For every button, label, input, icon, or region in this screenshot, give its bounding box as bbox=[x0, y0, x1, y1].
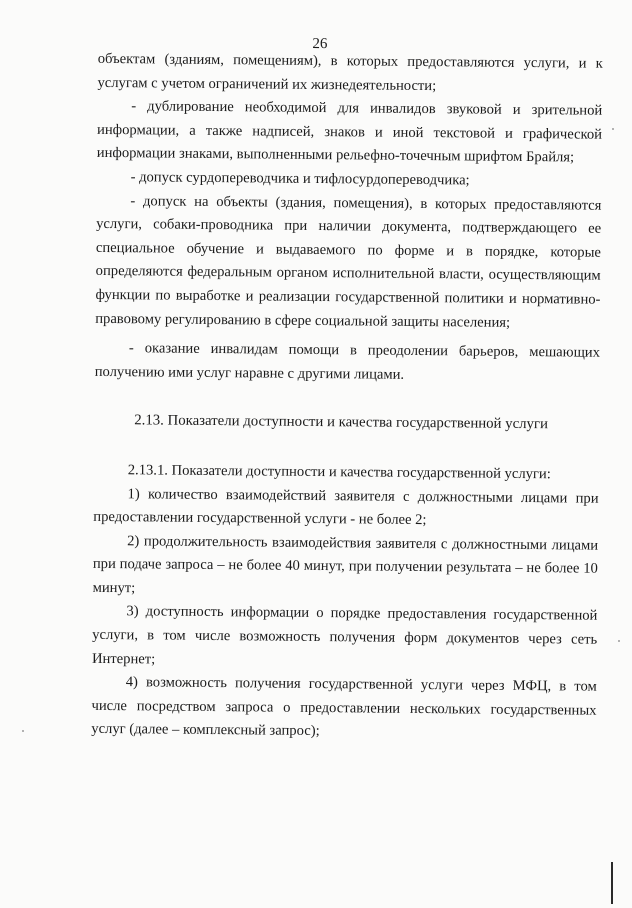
scan-speck bbox=[618, 640, 620, 642]
list-item-4: 4) возможность получения государственной услуги через МФЦ, в том числе посредством запроса о предоставлении нескольких государственных услуг (далее – комплексный запрос); bbox=[91, 674, 597, 740]
scan-edge-mark bbox=[611, 862, 613, 904]
paragraph-assistance: - оказание инвалидам помощи в преодолении барьеров, мешающих получению ими услуг наравне с другими лицами. bbox=[94, 340, 601, 383]
list-item-3: 3) доступность информации о порядке предоставления государственной услуги, в том числе возможность получения форм документов через сеть Интернет; bbox=[91, 603, 598, 668]
document-body bbox=[91, 48, 603, 747]
section-heading: 2.13. Показатели доступности и качества государственной услуги bbox=[134, 412, 549, 433]
paragraph-braille: - дублирование необходимой для инвалидов звуковой и зрительной информации, а также надписей, знаков и иной текстовой и графической информации знаками, выполненными рельефно-точечным шрифтом Брайля; bbox=[96, 98, 603, 166]
paragraph-continuation: объектам (зданиям, помещениям), в которых предоставляются услуги, и к услугам с учетом ограничений их жизнедеятельности; bbox=[97, 50, 603, 94]
page-number: 26 bbox=[312, 35, 328, 53]
paragraph-sign-interpreter: - допуск сурдопереводчика и тифлосурдопереводчика; bbox=[130, 169, 470, 189]
list-item-1: 1) количество взаимодействий заявителя с должностными лицами при предоставлении государственной услуги - не более 2; bbox=[93, 485, 599, 529]
paragraph-guide-dog: - допуск на объекты (здания, помещения), в которых предоставляются услуги, собаки-проводника при наличии документа, подтверждающего ее специальное обучение и выдаваемого по форме и в порядке, которые определяются федеральным органом исполнительной власти, осуществляющим функции по выработке и реализации государственной политики и нормативно-правовому регулированию в сфере социальной защиты населения; bbox=[95, 192, 602, 331]
list-item-2: 2) продолжительность взаимодействия заявителя с должностными лицами при подаче запроса – не более 40 минут, при получении результата – не более 10 минут; bbox=[92, 532, 599, 597]
subsection-title: 2.13.1. Показатели доступности и качества государственной услуги: bbox=[127, 462, 551, 483]
scan-speck bbox=[612, 128, 614, 130]
scan-speck bbox=[22, 730, 24, 732]
